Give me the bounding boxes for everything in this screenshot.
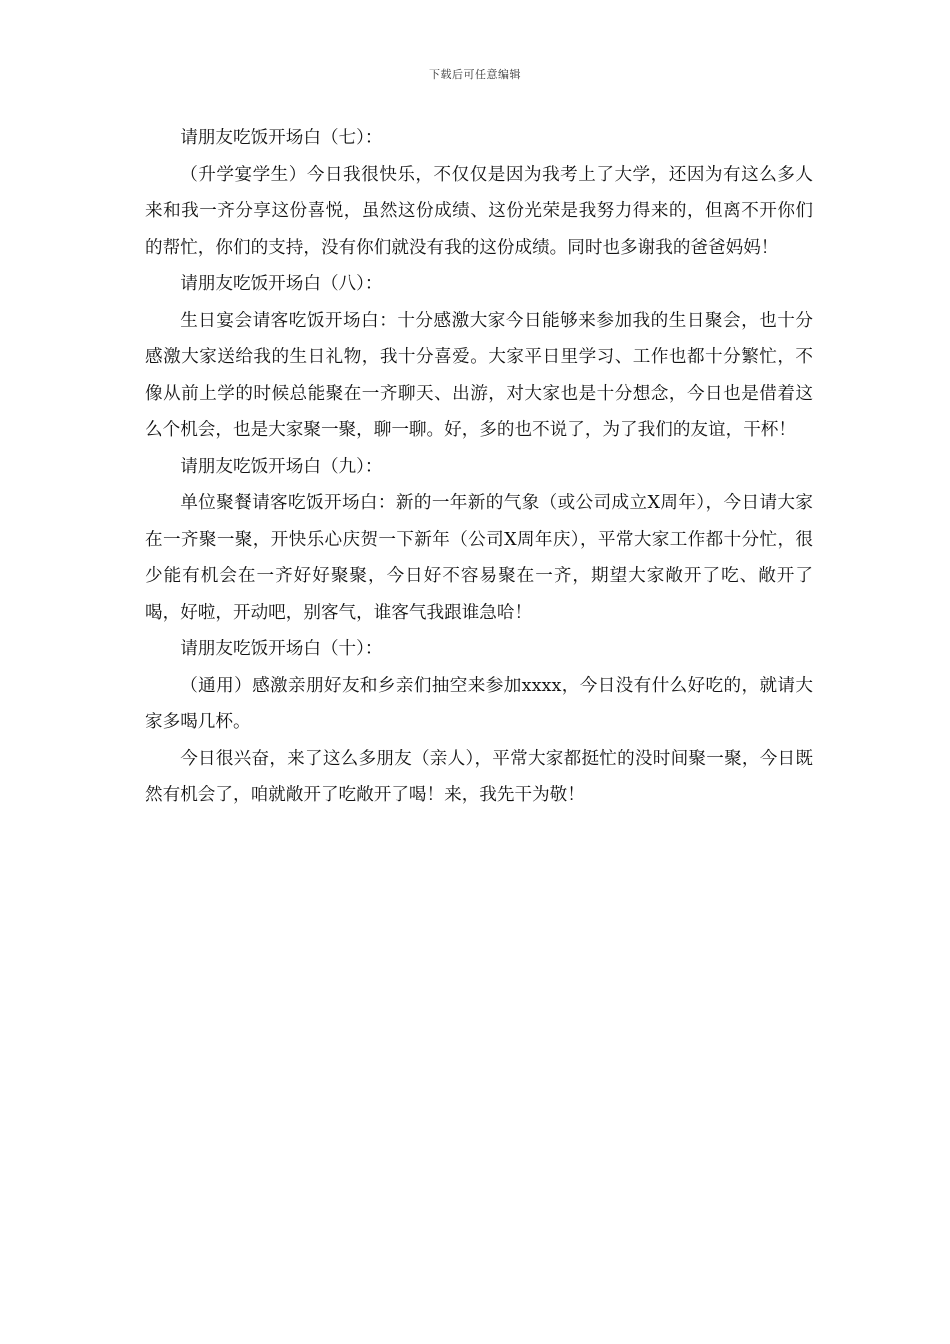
paragraph-birthday-speech: 生日宴会请客吃饭开场白：十分感激大家今日能够来参加我的生日聚会，也十分感激大家送给我的生日礼物，我十分喜爱。大家平日里学习、工作也都十分繁忙，不像从前上学的时候总能聚在一齐聊天、出游，对大家也是十分想念，今日也是借着这么个机会，也是大家聚一聚，聊一聊。好，多的也不说了，为了我们的友谊，干杯！ [145, 310, 813, 440]
paragraph-company-dinner-speech: 单位聚餐请客吃饭开场白：新的一年新的气象（或公司成立X周年），今日请大家在一齐聚一聚，开快乐心庆贺一下新年（公司X周年庆），平常大家工作都十分忙，很少能有机会在一齐好好聚聚，今日好不容易聚在一齐，期望大家敞开了吃、敞开了喝，好啦，开动吧，别客气，谁客气我跟谁急哈！ [145, 493, 813, 623]
section-heading-8: 请朋友吃饭开场白（八）： [180, 274, 383, 294]
paragraph-general-speech: （通用）感激亲朋好友和乡亲们抽空来参加xxxx，今日没有什么好吃的，就请大家多喝几杯。 [145, 675, 813, 732]
page-header-note: 下载后可任意编辑 [429, 68, 521, 81]
paragraph-closing-toast: 今日很兴奋，来了这么多朋友（亲人），平常大家都挺忙的没时间聚一聚，今日既然有机会了，咱就敞开了吃敞开了喝！来，我先干为敬！ [145, 748, 813, 805]
section-heading-9: 请朋友吃饭开场白（九）： [180, 456, 383, 477]
section-heading-10: 请朋友吃饭开场白（十）： [180, 639, 383, 659]
section-heading-7: 请朋友吃饭开场白（七）： [180, 128, 383, 148]
paragraph-graduation-speech: （升学宴学生）今日我很快乐，不仅仅是因为我考上了大学，还因为有这么多人来和我一齐分享这份喜悦，虽然这份成绩、这份光荣是我努力得来的，但离不开你们的帮忙，你们的支持，没有你们就没有我的这份成绩。同时也多谢我的爸爸妈妈！ [145, 164, 813, 258]
document-body [145, 120, 813, 814]
